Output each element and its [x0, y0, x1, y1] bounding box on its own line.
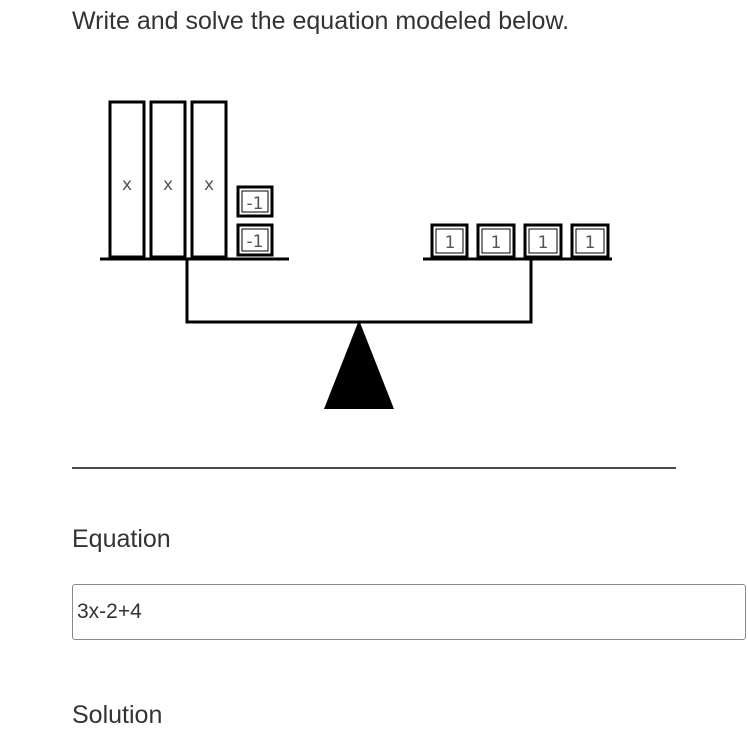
positive-unit-tile [432, 225, 467, 257]
x-tile-label: x [121, 175, 133, 195]
x-tile [192, 102, 226, 257]
negative-unit-tile-label: -1 [246, 194, 264, 214]
positive-unit-tile [525, 225, 561, 257]
positive-unit-tile-label: 1 [490, 233, 502, 253]
positive-unit-tile [478, 225, 514, 257]
positive-unit-tile-label: 1 [584, 233, 596, 253]
fulcrum [324, 320, 394, 409]
positive-unit-tile-label: 1 [537, 233, 549, 253]
section-divider [72, 467, 676, 469]
equation-input[interactable] [72, 584, 746, 640]
x-tile [151, 102, 185, 257]
question-prompt: Write and solve the equation modeled below. [72, 7, 570, 35]
negative-unit-tile [238, 225, 272, 255]
positive-unit-tile-label: 1 [444, 233, 456, 253]
equation-label: Equation [72, 525, 171, 553]
x-tile-label: x [203, 175, 215, 195]
negative-unit-tile [238, 187, 272, 216]
x-tile [110, 102, 144, 257]
positive-unit-tile [572, 225, 608, 257]
negative-unit-tile-label: -1 [246, 232, 264, 252]
x-tile-label: x [162, 175, 174, 195]
balance-beam [187, 259, 531, 322]
solution-label: Solution [72, 701, 163, 729]
